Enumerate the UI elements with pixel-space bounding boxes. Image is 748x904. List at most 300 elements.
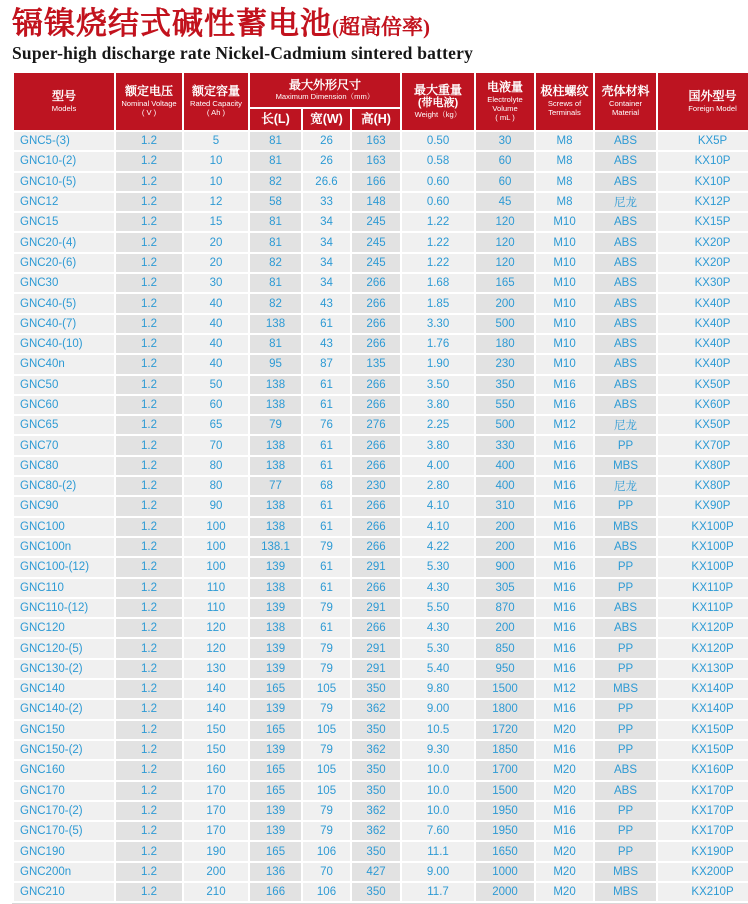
cell-weight: 9.30 xyxy=(402,741,474,759)
cell-foreign-model: KX80P xyxy=(658,477,748,495)
table-row xyxy=(14,741,748,759)
cell-weight: 3.30 xyxy=(402,315,474,333)
cell-screws: M16 xyxy=(536,700,593,718)
cell-screws: M8 xyxy=(536,152,593,170)
cell-length: 79 xyxy=(250,416,301,434)
cell-capacity: 10 xyxy=(184,152,248,170)
cell-material: MBS xyxy=(595,863,656,881)
cell-length: 139 xyxy=(250,700,301,718)
cell-electrolyte: 200 xyxy=(476,294,534,312)
cell-electrolyte: 200 xyxy=(476,538,534,556)
cell-foreign-model: KX100P xyxy=(658,538,748,556)
cell-electrolyte: 165 xyxy=(476,274,534,292)
cell-model: GNC40-(10) xyxy=(14,335,114,353)
cell-model: GNC10-(5) xyxy=(14,173,114,191)
col-header-length xyxy=(250,109,301,130)
cell-electrolyte: 1800 xyxy=(476,700,534,718)
cell-electrolyte: 400 xyxy=(476,457,534,475)
cell-voltage: 1.2 xyxy=(116,863,182,881)
cell-material: ABS xyxy=(595,396,656,414)
cell-width: 43 xyxy=(303,335,350,353)
cell-model: GNC120 xyxy=(14,619,114,637)
cell-capacity: 40 xyxy=(184,335,248,353)
cell-model: GNC50 xyxy=(14,376,114,394)
page-title xyxy=(12,8,745,39)
cell-weight: 2.80 xyxy=(402,477,474,495)
cell-electrolyte: 1650 xyxy=(476,842,534,860)
cell-material: 尼龙 xyxy=(595,193,656,211)
cell-length: 138 xyxy=(250,619,301,637)
cell-length: 165 xyxy=(250,721,301,739)
cell-screws: M16 xyxy=(536,538,593,556)
cell-capacity: 90 xyxy=(184,497,248,515)
col-header-dimension xyxy=(250,73,400,107)
cell-length: 81 xyxy=(250,132,301,150)
cell-capacity: 50 xyxy=(184,376,248,394)
cell-material: 尼龙 xyxy=(595,416,656,434)
cell-screws: M8 xyxy=(536,193,593,211)
cell-screws: M8 xyxy=(536,132,593,150)
cell-electrolyte: 400 xyxy=(476,477,534,495)
cell-width: 106 xyxy=(303,883,350,901)
table-body xyxy=(14,132,748,901)
table-row xyxy=(14,538,748,556)
cell-length: 139 xyxy=(250,741,301,759)
cell-capacity: 40 xyxy=(184,315,248,333)
cell-model: GNC10-(2) xyxy=(14,152,114,170)
cell-length: 81 xyxy=(250,152,301,170)
cell-height: 166 xyxy=(352,173,400,191)
cell-width: 105 xyxy=(303,761,350,779)
cell-model: GNC40-(7) xyxy=(14,315,114,333)
cell-length: 165 xyxy=(250,782,301,800)
cell-model: GNC130-(2) xyxy=(14,660,114,678)
cell-capacity: 130 xyxy=(184,660,248,678)
cell-screws: M12 xyxy=(536,680,593,698)
cell-weight: 2.25 xyxy=(402,416,474,434)
cell-width: 61 xyxy=(303,497,350,515)
cell-height: 266 xyxy=(352,538,400,556)
cell-weight: 4.10 xyxy=(402,518,474,536)
cell-height: 163 xyxy=(352,132,400,150)
cell-model: GNC170-(5) xyxy=(14,822,114,840)
cell-height: 266 xyxy=(352,619,400,637)
cell-weight: 3.80 xyxy=(402,436,474,454)
cell-capacity: 30 xyxy=(184,274,248,292)
cell-electrolyte: 1000 xyxy=(476,863,534,881)
cell-capacity: 120 xyxy=(184,639,248,657)
cell-voltage: 1.2 xyxy=(116,436,182,454)
cell-material: MBS xyxy=(595,518,656,536)
cell-foreign-model: KX150P xyxy=(658,741,748,759)
cell-model: GNC12 xyxy=(14,193,114,211)
cell-material: ABS xyxy=(595,173,656,191)
cell-weight: 7.60 xyxy=(402,822,474,840)
cell-electrolyte: 2000 xyxy=(476,883,534,901)
cell-screws: M16 xyxy=(536,518,593,536)
cell-foreign-model: KX50P xyxy=(658,416,748,434)
cell-weight: 4.00 xyxy=(402,457,474,475)
cell-capacity: 170 xyxy=(184,802,248,820)
cell-screws: M20 xyxy=(536,863,593,881)
table-row xyxy=(14,274,748,292)
header-voltage-en: Nominal Voltage xyxy=(121,99,177,108)
cell-voltage: 1.2 xyxy=(116,883,182,901)
cell-weight: 3.80 xyxy=(402,396,474,414)
cell-length: 138.1 xyxy=(250,538,301,556)
cell-capacity: 5 xyxy=(184,132,248,150)
cell-height: 427 xyxy=(352,863,400,881)
table-row xyxy=(14,457,748,475)
cell-length: 138 xyxy=(250,376,301,394)
cell-capacity: 40 xyxy=(184,294,248,312)
table-row xyxy=(14,518,748,536)
cell-width: 61 xyxy=(303,396,350,414)
cell-height: 266 xyxy=(352,315,400,333)
cell-electrolyte: 900 xyxy=(476,558,534,576)
cell-weight: 3.50 xyxy=(402,376,474,394)
cell-height: 230 xyxy=(352,477,400,495)
cell-height: 266 xyxy=(352,497,400,515)
cell-model: GNC100 xyxy=(14,518,114,536)
cell-width: 70 xyxy=(303,863,350,881)
cell-capacity: 120 xyxy=(184,619,248,637)
col-header-width xyxy=(303,109,350,130)
cell-weight: 1.22 xyxy=(402,233,474,251)
cell-model: GNC20-(6) xyxy=(14,254,114,272)
cell-capacity: 100 xyxy=(184,558,248,576)
cell-foreign-model: KX150P xyxy=(658,721,748,739)
cell-capacity: 20 xyxy=(184,254,248,272)
table-row xyxy=(14,294,748,312)
cell-voltage: 1.2 xyxy=(116,660,182,678)
cell-model: GNC190 xyxy=(14,842,114,860)
cell-weight: 10.0 xyxy=(402,761,474,779)
cell-height: 266 xyxy=(352,335,400,353)
cell-capacity: 210 xyxy=(184,883,248,901)
cell-screws: M10 xyxy=(536,254,593,272)
col-header-weight xyxy=(402,73,474,130)
cell-width: 79 xyxy=(303,822,350,840)
cell-model: GNC120-(5) xyxy=(14,639,114,657)
cell-material: MBS xyxy=(595,457,656,475)
cell-foreign-model: KX130P xyxy=(658,660,748,678)
cell-material: PP xyxy=(595,842,656,860)
cell-capacity: 100 xyxy=(184,518,248,536)
cell-weight: 4.30 xyxy=(402,579,474,597)
cell-capacity: 140 xyxy=(184,680,248,698)
cell-length: 165 xyxy=(250,680,301,698)
cell-width: 26 xyxy=(303,132,350,150)
cell-voltage: 1.2 xyxy=(116,254,182,272)
cell-material: PP xyxy=(595,639,656,657)
cell-voltage: 1.2 xyxy=(116,558,182,576)
cell-screws: M16 xyxy=(536,558,593,576)
cell-foreign-model: KX100P xyxy=(658,558,748,576)
cell-electrolyte: 870 xyxy=(476,599,534,617)
cell-electrolyte: 1720 xyxy=(476,721,534,739)
cell-material: PP xyxy=(595,436,656,454)
cell-material: PP xyxy=(595,579,656,597)
cell-foreign-model: KX190P xyxy=(658,842,748,860)
cell-weight: 4.22 xyxy=(402,538,474,556)
cell-model: GNC150-(2) xyxy=(14,741,114,759)
header-length-label: 长(L) xyxy=(261,112,290,127)
cell-screws: M12 xyxy=(536,416,593,434)
cell-electrolyte: 200 xyxy=(476,619,534,637)
cell-foreign-model: KX50P xyxy=(658,376,748,394)
cell-electrolyte: 950 xyxy=(476,660,534,678)
cell-material: ABS xyxy=(595,294,656,312)
cell-weight: 1.22 xyxy=(402,254,474,272)
cell-model: GNC200n xyxy=(14,863,114,881)
cell-voltage: 1.2 xyxy=(116,355,182,373)
cell-material: ABS xyxy=(595,315,656,333)
cell-electrolyte: 1850 xyxy=(476,741,534,759)
cell-voltage: 1.2 xyxy=(116,680,182,698)
cell-material: PP xyxy=(595,721,656,739)
cell-length: 138 xyxy=(250,315,301,333)
cell-weight: 11.1 xyxy=(402,842,474,860)
cell-screws: M16 xyxy=(536,477,593,495)
cell-weight: 1.68 xyxy=(402,274,474,292)
cell-width: 68 xyxy=(303,477,350,495)
cell-length: 58 xyxy=(250,193,301,211)
cell-weight: 9.80 xyxy=(402,680,474,698)
table-row xyxy=(14,376,748,394)
header-capacity-en: Rated Capacity xyxy=(190,99,242,108)
cell-weight: 4.30 xyxy=(402,619,474,637)
page-subtitle-english: Super-high discharge rate Nickel-Cadmium sintered battery xyxy=(12,43,474,63)
cell-material: ABS xyxy=(595,782,656,800)
cell-foreign-model: KX170P xyxy=(658,802,748,820)
cell-length: 81 xyxy=(250,233,301,251)
cell-model: GNC150 xyxy=(14,721,114,739)
cell-foreign-model: KX110P xyxy=(658,579,748,597)
cell-capacity: 190 xyxy=(184,842,248,860)
cell-height: 266 xyxy=(352,518,400,536)
cell-height: 350 xyxy=(352,680,400,698)
cell-foreign-model: KX160P xyxy=(658,761,748,779)
cell-voltage: 1.2 xyxy=(116,518,182,536)
cell-voltage: 1.2 xyxy=(116,376,182,394)
cell-foreign-model: KX110P xyxy=(658,599,748,617)
cell-weight: 1.76 xyxy=(402,335,474,353)
cell-length: 81 xyxy=(250,213,301,231)
cell-model: GNC15 xyxy=(14,213,114,231)
cell-voltage: 1.2 xyxy=(116,822,182,840)
cell-length: 139 xyxy=(250,660,301,678)
header-weight-en: Weight（kg） xyxy=(414,110,462,119)
cell-width: 34 xyxy=(303,213,350,231)
cell-voltage: 1.2 xyxy=(116,599,182,617)
cell-material: PP xyxy=(595,741,656,759)
cell-voltage: 1.2 xyxy=(116,294,182,312)
cell-length: 139 xyxy=(250,822,301,840)
cell-height: 276 xyxy=(352,416,400,434)
cell-model: GNC110-(12) xyxy=(14,599,114,617)
cell-voltage: 1.2 xyxy=(116,233,182,251)
cell-weight: 11.7 xyxy=(402,883,474,901)
cell-capacity: 110 xyxy=(184,599,248,617)
cell-weight: 5.30 xyxy=(402,639,474,657)
cell-weight: 10.5 xyxy=(402,721,474,739)
cell-foreign-model: KX10P xyxy=(658,152,748,170)
table-row xyxy=(14,233,748,251)
cell-screws: M10 xyxy=(536,274,593,292)
cell-width: 61 xyxy=(303,558,350,576)
col-header-voltage xyxy=(116,73,182,130)
cell-height: 245 xyxy=(352,233,400,251)
cell-model: GNC30 xyxy=(14,274,114,292)
cell-foreign-model: KX20P xyxy=(658,254,748,272)
cell-capacity: 200 xyxy=(184,863,248,881)
cell-material: PP xyxy=(595,497,656,515)
cell-foreign-model: KX15P xyxy=(658,213,748,231)
col-header-height xyxy=(352,109,400,130)
cell-screws: M10 xyxy=(536,233,593,251)
cell-voltage: 1.2 xyxy=(116,782,182,800)
cell-width: 79 xyxy=(303,802,350,820)
table-row xyxy=(14,355,748,373)
cell-electrolyte: 500 xyxy=(476,315,534,333)
cell-foreign-model: KX90P xyxy=(658,497,748,515)
table-row xyxy=(14,477,748,495)
cell-width: 87 xyxy=(303,355,350,373)
cell-width: 105 xyxy=(303,782,350,800)
cell-electrolyte: 60 xyxy=(476,152,534,170)
cell-electrolyte: 1500 xyxy=(476,680,534,698)
cell-height: 266 xyxy=(352,294,400,312)
header-screws-en: Screws of xyxy=(547,99,582,108)
cell-width: 61 xyxy=(303,376,350,394)
cell-foreign-model: KX140P xyxy=(658,680,748,698)
cell-electrolyte: 1950 xyxy=(476,822,534,840)
cell-screws: M10 xyxy=(536,294,593,312)
cell-model: GNC70 xyxy=(14,436,114,454)
page-title-suffix: (超高倍率) xyxy=(332,15,430,39)
cell-width: 79 xyxy=(303,700,350,718)
cell-foreign-model: KX5P xyxy=(658,132,748,150)
table-row xyxy=(14,558,748,576)
cell-height: 350 xyxy=(352,883,400,901)
cell-screws: M16 xyxy=(536,599,593,617)
cell-electrolyte: 850 xyxy=(476,639,534,657)
cell-width: 34 xyxy=(303,233,350,251)
cell-voltage: 1.2 xyxy=(116,497,182,515)
cell-foreign-model: KX210P xyxy=(658,883,748,901)
cell-capacity: 15 xyxy=(184,213,248,231)
cell-capacity: 70 xyxy=(184,436,248,454)
cell-height: 362 xyxy=(352,741,400,759)
cell-foreign-model: KX170P xyxy=(658,822,748,840)
cell-weight: 5.40 xyxy=(402,660,474,678)
cell-voltage: 1.2 xyxy=(116,132,182,150)
cell-voltage: 1.2 xyxy=(116,721,182,739)
table-row xyxy=(14,416,748,434)
cell-weight: 0.60 xyxy=(402,173,474,191)
cell-electrolyte: 550 xyxy=(476,396,534,414)
cell-length: 136 xyxy=(250,863,301,881)
cell-capacity: 170 xyxy=(184,822,248,840)
cell-voltage: 1.2 xyxy=(116,274,182,292)
cell-height: 266 xyxy=(352,436,400,454)
col-header-material xyxy=(595,73,656,130)
col-header-foreign-model xyxy=(658,73,748,130)
cell-foreign-model: KX40P xyxy=(658,315,748,333)
cell-material: ABS xyxy=(595,213,656,231)
table-row xyxy=(14,335,748,353)
table-row xyxy=(14,193,748,211)
cell-height: 266 xyxy=(352,274,400,292)
cell-weight: 9.00 xyxy=(402,863,474,881)
table-row xyxy=(14,782,748,800)
cell-screws: M16 xyxy=(536,376,593,394)
cell-electrolyte: 120 xyxy=(476,254,534,272)
cell-screws: M16 xyxy=(536,802,593,820)
header-screws-en2: Terminals xyxy=(548,108,581,118)
cell-width: 61 xyxy=(303,315,350,333)
table-row xyxy=(14,639,748,657)
cell-foreign-model: KX60P xyxy=(658,396,748,414)
cell-height: 350 xyxy=(352,761,400,779)
header-electrolyte-en2: Volume xyxy=(492,104,518,113)
cell-electrolyte: 200 xyxy=(476,518,534,536)
cell-height: 362 xyxy=(352,822,400,840)
table-row xyxy=(14,497,748,515)
cell-length: 138 xyxy=(250,579,301,597)
cell-height: 135 xyxy=(352,355,400,373)
table-row xyxy=(14,173,748,191)
cell-length: 82 xyxy=(250,294,301,312)
cell-electrolyte: 30 xyxy=(476,132,534,150)
cell-capacity: 160 xyxy=(184,761,248,779)
table-row xyxy=(14,152,748,170)
cell-material: ABS xyxy=(595,538,656,556)
cell-screws: M16 xyxy=(536,579,593,597)
table-header xyxy=(14,73,748,130)
header-dimension-zh: 最大外形尺寸 xyxy=(289,77,362,92)
cell-height: 291 xyxy=(352,558,400,576)
cell-width: 34 xyxy=(303,274,350,292)
cell-screws: M10 xyxy=(536,213,593,231)
header-screws-zh: 极柱螺纹 xyxy=(540,84,589,99)
cell-model: GNC170 xyxy=(14,782,114,800)
header-width-label: 宽(W) xyxy=(310,112,343,127)
cell-height: 245 xyxy=(352,213,400,231)
cell-length: 82 xyxy=(250,254,301,272)
cell-screws: M16 xyxy=(536,619,593,637)
table-row xyxy=(14,579,748,597)
header-electrolyte-zh: 电液量 xyxy=(487,79,524,94)
cell-material: PP xyxy=(595,558,656,576)
cell-foreign-model: KX12P xyxy=(658,193,748,211)
cell-width: 61 xyxy=(303,518,350,536)
cell-width: 43 xyxy=(303,294,350,312)
cell-model: GNC80 xyxy=(14,457,114,475)
cell-electrolyte: 305 xyxy=(476,579,534,597)
cell-height: 245 xyxy=(352,254,400,272)
cell-weight: 0.60 xyxy=(402,193,474,211)
cell-material: PP xyxy=(595,822,656,840)
cell-length: 138 xyxy=(250,518,301,536)
cell-voltage: 1.2 xyxy=(116,639,182,657)
cell-length: 138 xyxy=(250,436,301,454)
cell-capacity: 10 xyxy=(184,173,248,191)
cell-width: 61 xyxy=(303,457,350,475)
header-capacity-zh: 额定容量 xyxy=(191,84,240,99)
cell-screws: M20 xyxy=(536,842,593,860)
